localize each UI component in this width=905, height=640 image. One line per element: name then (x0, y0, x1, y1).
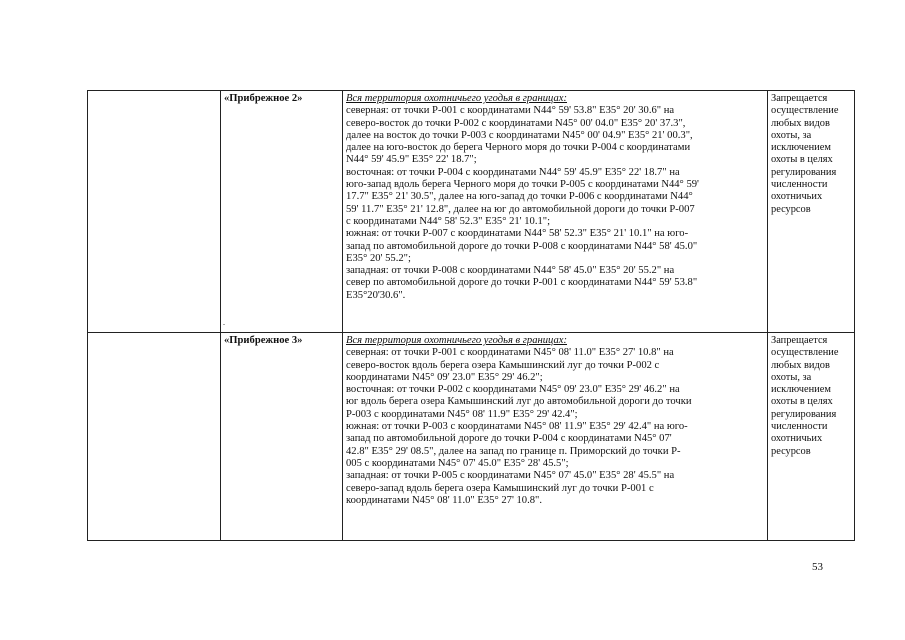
ground-name: «Прибрежное 3» (221, 333, 343, 541)
boundary-line: запад по автомобильной дороге до точки Р-004 с координатами N45° 07' (346, 433, 672, 445)
boundary-line: 59' 11.7" E35° 21' 12.8", далее на юг до автомобильной дороги до точки Р-007 (346, 203, 695, 215)
boundary-line: восточная: от точки Р-004 с координатами N44° 59' 45.9" E35° 22' 18.7" на (346, 166, 680, 178)
page-number: 53 (812, 561, 823, 573)
boundary-line: юг вдоль берега озера Камышинский луг до автомобильной дороги до точки (346, 396, 692, 408)
boundary-line: Р-003 с координатами N45° 08' 11.9" E35° 29' 42.4"; (346, 408, 578, 420)
boundary-header: Вся территория охотничьего угодья в границах: (346, 93, 568, 104)
boundary-line: координатами N45° 08' 11.0" E35° 27' 10.8". (346, 494, 543, 506)
boundary-line: далее на восток до точки Р-003 с координатами N45° 00' 04.9" E35° 21' 00.3", (346, 129, 693, 141)
boundary-line: южная: от точки Р-003 с координатами N45° 08' 11.9" E35° 29' 42.4" на юго- (346, 421, 688, 433)
boundary-line: восточная: от точки Р-002 с координатами N45° 09' 23.0" E35° 29' 46.2" на (346, 384, 680, 396)
restriction-line: охоты, за (771, 129, 812, 141)
restriction-line: охотничьих (771, 433, 823, 445)
empty-cell (88, 91, 221, 333)
restriction-line: охотничьих (771, 191, 823, 203)
table-row (88, 333, 855, 541)
boundary-line: северная: от точки Р-001 с координатами N45° 08' 11.0" E35° 27' 10.8" на (346, 347, 674, 359)
empty-cell (88, 333, 221, 541)
table-row (88, 91, 855, 333)
boundary-line: 17.7" E35° 21' 30.5", далее на юго-запад до точки Р-006 с координатами N44° (346, 191, 693, 203)
boundary-line: E35° 20' 55.2"; (346, 252, 411, 264)
boundary-line: 005 с координатами N45° 07' 45.0" E35° 28' 45.5"; (346, 457, 569, 469)
restriction-line: охоты, за (771, 371, 812, 383)
restriction-line: осуществление (771, 105, 839, 117)
boundary-line: южная: от точки Р-007 с координатами N44° 58' 52.3" E35° 21' 10.1" на юго- (346, 228, 689, 240)
restriction-line: численности (771, 421, 828, 433)
boundary-line: юго-запад вдоль берега Черного моря до точки Р-005 с координатами N44° 59' (346, 179, 699, 191)
boundary-line: запад по автомобильной дороге до точки Р-008 с координатами N44° 58' 45.0" (346, 240, 698, 252)
boundary-line: 42.8" E35° 29' 08.5", далее на запад по границе п. Приморский до точки Р- (346, 445, 681, 457)
restriction-line: охоты в целях (771, 396, 833, 408)
boundary-line: далее на юго-восток до берега Черного моря до точки Р-004 с координатами (346, 142, 691, 154)
boundary-line: E35°20'30.6". (346, 289, 406, 301)
restriction-line: Запрещается (771, 335, 828, 346)
restriction-line: регулирования (771, 166, 837, 178)
restriction-line: исключением (771, 384, 831, 396)
boundary-line: северо-запад вдоль берега озера Камышинский луг до точки Р-001 с (346, 482, 654, 494)
boundary-line: северо-восток вдоль берега озера Камышинский луг до точки Р-002 с (346, 359, 660, 371)
restriction-line: ресурсов (771, 203, 811, 215)
restriction-line: охоты в целях (771, 154, 833, 166)
ground-name: «Прибрежное 2» (221, 91, 343, 333)
restriction-text (768, 91, 855, 333)
boundary-line: координатами N45° 09' 23.0" E35° 29' 46.2"; (346, 371, 543, 383)
stray-mark: . (223, 318, 225, 327)
restriction-text (768, 333, 855, 541)
boundary-line: север по автомобильной дороге до точки Р-001 с координатами N44° 59' 53.8" (346, 277, 698, 289)
boundary-line: северная: от точки Р-001 с координатами N44° 59' 53.8" E35° 20' 30.6" на (346, 105, 675, 117)
boundary-line: западная: от точки Р-005 с координатами N45° 07' 45.0" E35° 28' 45.5" на (346, 470, 675, 482)
restriction-line: численности (771, 179, 828, 191)
restriction-line: любых видов (771, 117, 830, 129)
restriction-line: ресурсов (771, 445, 811, 457)
boundary-line: северо-восток до точки Р-002 с координатами N45° 00' 04.0" E35° 20' 37.3", (346, 117, 686, 129)
boundary-header: Вся территория охотничьего угодья в границах: (346, 335, 568, 346)
restriction-line: Запрещается (771, 93, 828, 104)
restriction-line: регулирования (771, 408, 837, 420)
boundary-line: N44° 59' 45.9" E35° 22' 18.7"; (346, 154, 477, 166)
restriction-line: осуществление (771, 347, 839, 359)
restriction-line: исключением (771, 142, 831, 154)
boundary-description (343, 91, 768, 333)
boundary-line: западная: от точки Р-008 с координатами N44° 58' 45.0" E35° 20' 55.2" на (346, 265, 675, 277)
boundary-line: с координатами N44° 58' 52.3" E35° 21' 10.1"; (346, 215, 551, 227)
hunting-grounds-table (87, 90, 855, 541)
restriction-line: любых видов (771, 359, 830, 371)
table-body (88, 91, 855, 541)
boundary-description (343, 333, 768, 541)
